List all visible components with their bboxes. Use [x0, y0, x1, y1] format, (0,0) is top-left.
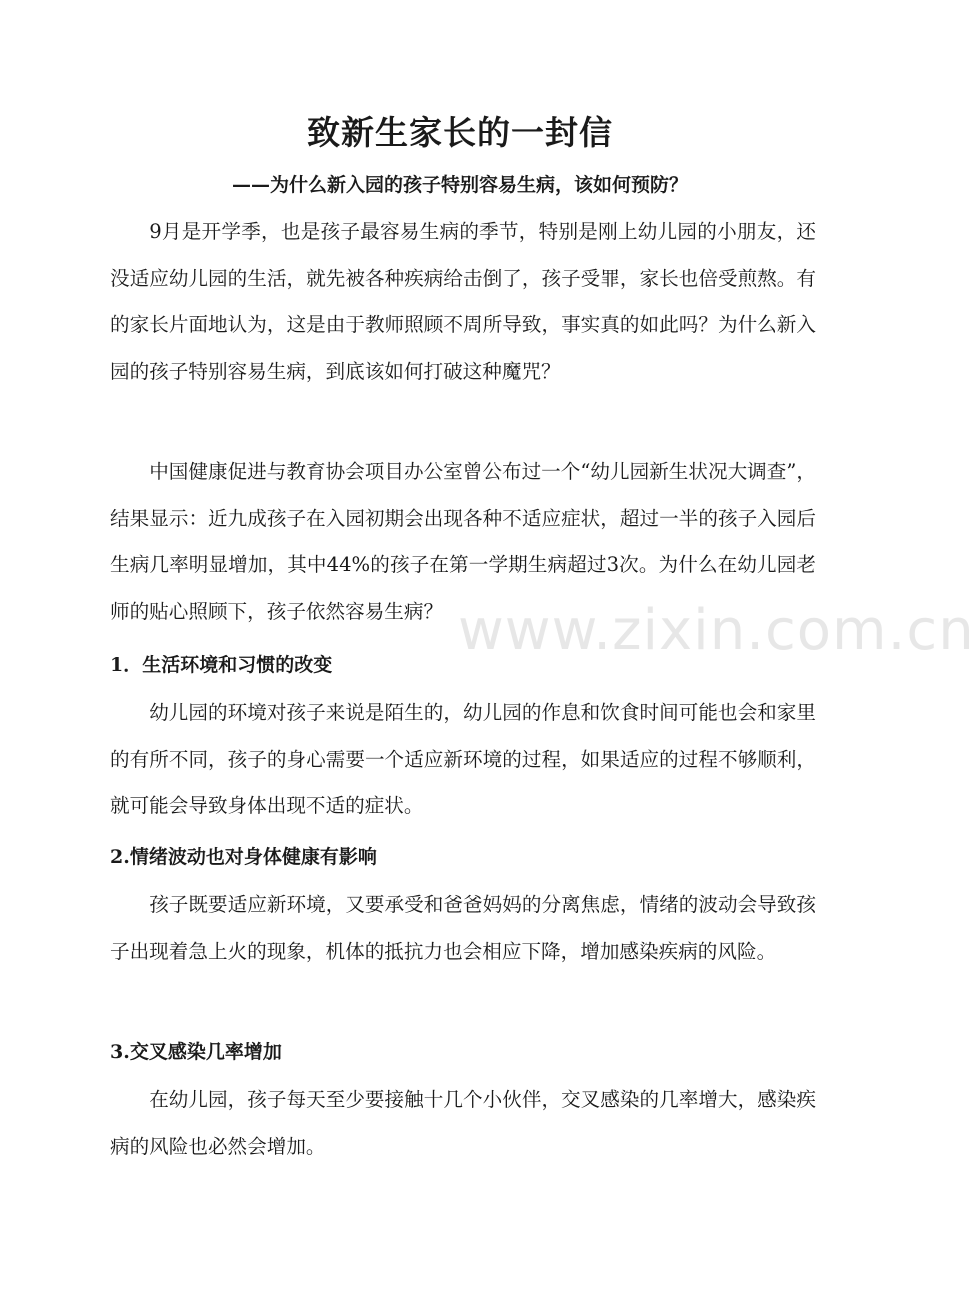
- page-subtitle: ——为什么新入园的孩子特别容易生病，该如何预防？: [231, 174, 688, 196]
- watermark: www.zixin.com.cn: [458, 598, 975, 663]
- section-heading-3: 3.交叉感染几率增加: [110, 1041, 282, 1063]
- paragraph-text: 中国健康促进与教育协会项目办公室曾公布过一个“幼儿园新生状况大调查”，结果显示：近九成孩子在入园初期会出现各种不适应症状，超过一半的孩子入园后生病几率明显增加，其中44%的孩子在第一学期生病超过3次。为什么在幼儿园老师的贴心照顾下，孩子依然容易生病？: [110, 460, 816, 623]
- paragraph-text: 孩子既要适应新环境，又要承受和爸爸妈妈的分离焦虑，情绪的波动会导致孩子出现着急上火的现象，机体的抵抗力也会相应下降，增加感染疾病的风险。: [110, 893, 816, 963]
- section-paragraph-3: [110, 1077, 816, 1170]
- section-paragraph-1: [110, 690, 816, 830]
- paragraph-text: 9月是开学季，也是孩子最容易生病的季节，特别是刚上幼儿园的小朋友，还没适应幼儿园的生活，就先被各种疾病给击倒了，孩子受罪，家长也倍受煎熬。有的家长片面地认为，这是由于教师照顾不周所导致，事实真的如此吗？为什么新入园的孩子特别容易生病，到底该如何打破这种魔咒？: [110, 220, 816, 383]
- intro-paragraph-2: [110, 449, 816, 635]
- intro-paragraph-1: [110, 209, 816, 395]
- section-heading-1: 1．生活环境和习惯的改变: [110, 654, 333, 676]
- paragraph-text: 幼儿园的环境对孩子来说是陌生的，幼儿园的作息和饮食时间可能也会和家里的有所不同，孩子的身心需要一个适应新环境的过程，如果适应的过程不够顺利，就可能会导致身体出现不适的症状。: [110, 701, 816, 817]
- paragraph-text: 在幼儿园，孩子每天至少要接触十几个小伙伴，交叉感染的几率增大，感染疾病的风险也必然会增加。: [110, 1088, 816, 1158]
- section-paragraph-2: [110, 882, 816, 975]
- page-title: 致新生家长的一封信: [307, 113, 613, 152]
- section-heading-2: 2.情绪波动也对身体健康有影响: [110, 846, 377, 868]
